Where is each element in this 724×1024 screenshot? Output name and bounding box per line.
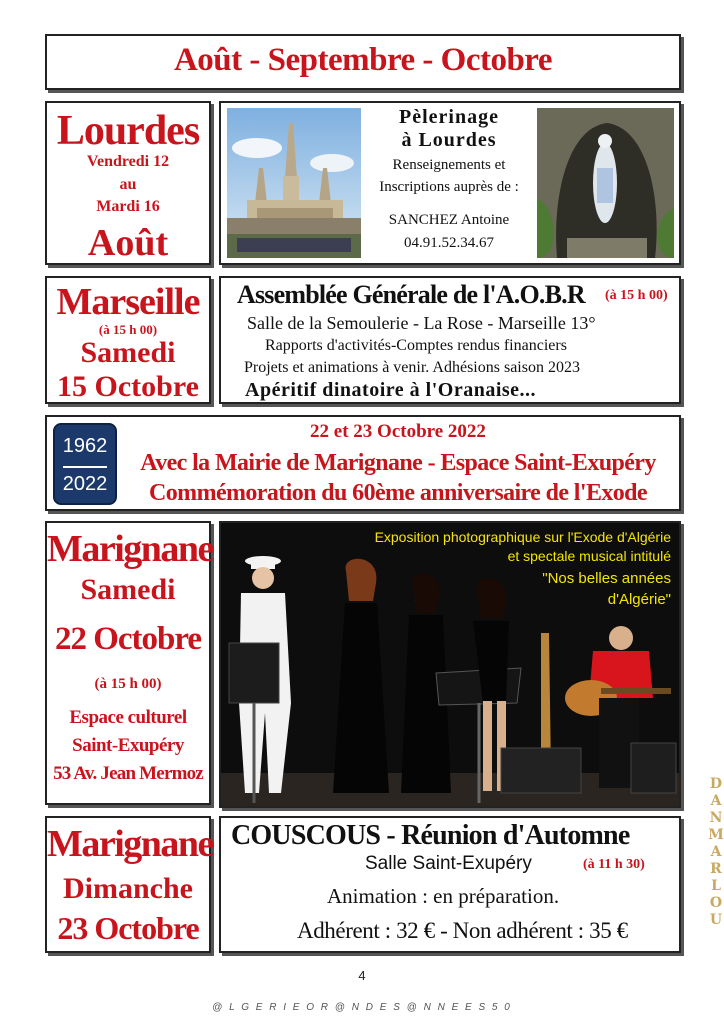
marignane-sat-time: (à 15 h 00) xyxy=(94,676,162,692)
concert-caption-line1: Exposition photographique sur l'Exode d'Algérie xyxy=(374,529,671,545)
lourdes-contact-phone: 04.91.52.34.67 xyxy=(404,235,494,251)
marseille-day: Samedi xyxy=(80,336,176,369)
badge-year-start: 1962 xyxy=(62,435,108,457)
concert-photo xyxy=(221,523,679,806)
concert-caption-line2: et spectale musical intitulé xyxy=(507,548,671,564)
couscous-venue: Salle Saint-Exupéry xyxy=(365,853,532,874)
marignane-sat-date-box xyxy=(45,521,211,805)
concert-photo-box xyxy=(219,521,681,808)
badge-year-end: 2022 xyxy=(62,473,108,495)
marignane-sat-date: 22 Octobre xyxy=(54,621,202,657)
marignane-sun-city: Marignane xyxy=(47,823,213,865)
commemoration-line1: Avec la Mairie de Marignane - Espace Saint-Exupéry xyxy=(140,450,656,476)
lourdes-info-line1: Renseignements et xyxy=(392,157,506,173)
lourdes-date-line1: Vendredi 12 xyxy=(86,153,170,170)
badge-divider xyxy=(63,466,107,468)
footer-tagline: @ L G E R I E O R @ N D E S @ N N E E S 5 0 xyxy=(212,1002,512,1013)
commemoration-box xyxy=(45,415,681,511)
marignane-sat-city: Marignane xyxy=(47,528,213,570)
couscous-prices: Adhérent : 32 € - Non adhérent : 35 € xyxy=(297,918,628,943)
aobr-aperitif: Apéritif dinatoire à l'Oranaise... xyxy=(245,379,537,401)
lourdes-event-line1: Pèlerinage xyxy=(399,106,499,128)
page-title: Août - Septembre - Octobre xyxy=(173,42,553,78)
commemoration-line2: Commémoration du 60ème anniversaire de l'Exode xyxy=(149,480,647,506)
lourdes-date-line2: au xyxy=(119,176,137,193)
aobr-venue: Salle de la Semoulerie - La Rose - Marseille 13° xyxy=(247,313,596,333)
marignane-sun-date-box xyxy=(45,816,211,953)
page-number: 4 xyxy=(358,968,366,983)
lourdes-info-line2: Inscriptions auprès de : xyxy=(379,179,519,195)
marignane-sat-day: Samedi xyxy=(80,573,176,606)
aobr-time: (à 15 h 00) xyxy=(605,288,668,303)
marseille-city: Marseille xyxy=(56,281,200,323)
commemoration-dates: 22 et 23 Octobre 2022 xyxy=(310,421,486,442)
grotto-photo xyxy=(537,108,674,258)
couscous-time: (à 11 h 30) xyxy=(583,857,645,872)
concert-caption-line3: "Nos belles années xyxy=(542,570,671,587)
aobr-title: Assemblée Générale de l'A.O.B.R xyxy=(237,280,585,309)
aobr-detail1: Rapports d'activités-Comptes rendus financiers xyxy=(265,337,567,354)
marignane-sun-date: 23 Octobre xyxy=(57,910,199,946)
lourdes-date-line3: Mardi 16 xyxy=(96,198,160,215)
couscous-animation: Animation : en préparation. xyxy=(327,884,560,908)
marignane-sat-venue1: Espace culturel xyxy=(69,707,187,728)
basilica-photo xyxy=(227,108,361,258)
lourdes-event-line2: à Lourdes xyxy=(401,129,497,151)
anniversary-badge xyxy=(53,423,117,505)
marignane-sat-venue2: Saint-Exupéry xyxy=(72,735,184,756)
couscous-title: COUSCOUS - Réunion d'Automne xyxy=(231,820,630,851)
lourdes-city: Lourdes xyxy=(56,108,200,154)
lourdes-month: Août xyxy=(87,222,169,264)
aobr-detail2: Projets et animations à venir. Adhésions saison 2023 xyxy=(244,359,580,376)
marseille-date: 15 Octobre xyxy=(57,370,199,403)
lourdes-contact-name: SANCHEZ Antoine xyxy=(388,212,510,228)
lourdes-info-box xyxy=(219,101,681,265)
marseille-time: (à 15 h 00) xyxy=(98,322,158,337)
couscous-info-box xyxy=(219,816,681,953)
header-box xyxy=(45,34,681,90)
marseille-date-box xyxy=(45,276,211,404)
concert-caption-line4: d'Algérie" xyxy=(607,591,671,608)
marseille-info-box xyxy=(219,276,681,404)
vertical-watermark: DANMARLOU xyxy=(708,776,724,929)
marignane-sat-venue3: 53 Av. Jean Mermoz xyxy=(53,763,203,784)
marignane-sun-day: Dimanche xyxy=(63,872,193,905)
lourdes-date-box xyxy=(45,101,211,265)
